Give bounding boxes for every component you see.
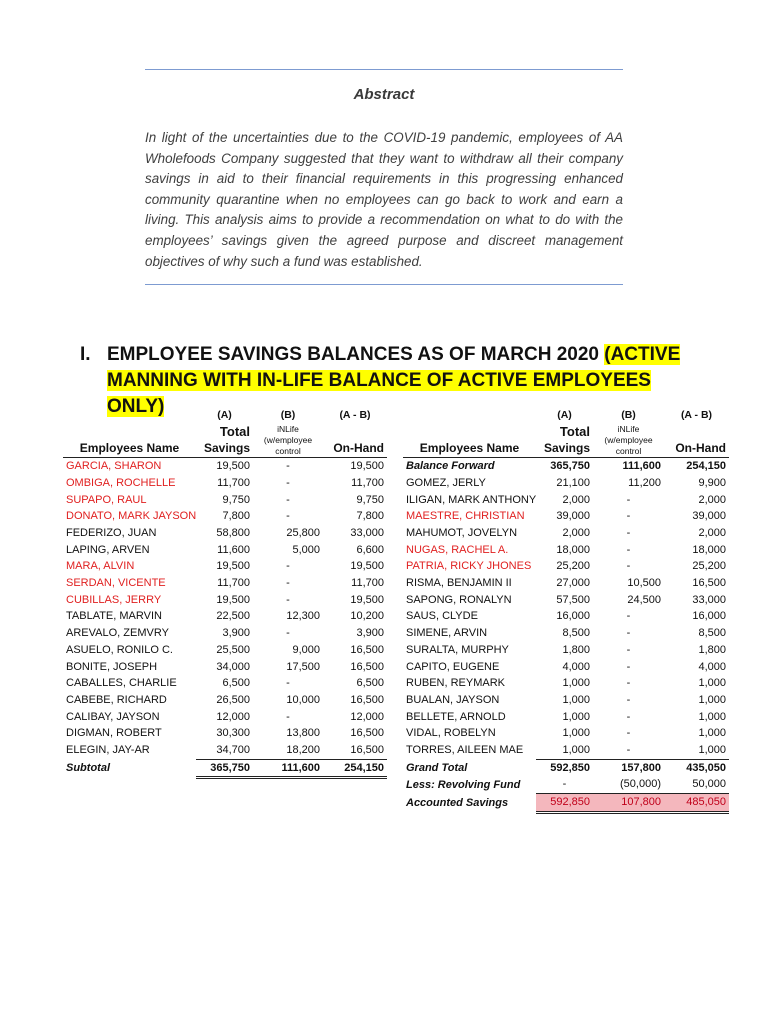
inlife-amount: - bbox=[626, 510, 631, 523]
total-savings: 1,000 bbox=[562, 744, 590, 757]
accounted-savings-total: 592,850 bbox=[536, 794, 593, 813]
balance-forward-label: Balance Forward bbox=[406, 460, 495, 473]
abstract-bottom-rule bbox=[145, 284, 623, 285]
employee-name: PATRIA, RICKY JHONES bbox=[406, 560, 532, 573]
on-hand-amount: 3,900 bbox=[356, 627, 384, 640]
on-hand-amount: 19,500 bbox=[350, 593, 384, 606]
employee-name: SAPONG, RONALYN bbox=[406, 593, 512, 606]
subtotal-row bbox=[63, 759, 387, 778]
grand-total-total: 592,850 bbox=[536, 759, 593, 776]
employee-name: CABEBE, RICHARD bbox=[66, 693, 167, 706]
inlife-amount: - bbox=[626, 744, 631, 757]
table-row bbox=[403, 709, 729, 726]
table-row bbox=[403, 608, 729, 625]
on-hand-amount: 16,500 bbox=[350, 727, 384, 740]
total-label: Total bbox=[559, 423, 590, 439]
table-row bbox=[403, 575, 729, 592]
revolving-fund-row bbox=[403, 776, 729, 793]
abstract-body: In light of the uncertainties due to the COVID-19 pandemic, employees of AA Wholefoods Company suggested that they want to withdraw all their company savings in aid to their financial requirements in this progressing enhanced community quarantine when no employees can go back to work and earn a living. This analysis aims to provide a recommendation on what to do with the employees’ savings given the agreed purpose and discreet management objectives of why such a fund was established. bbox=[145, 130, 623, 269]
revolving-fund-onhand: 50,000 bbox=[692, 778, 726, 791]
total-savings: 7,800 bbox=[222, 510, 250, 523]
on-hand-amount: 18,000 bbox=[692, 543, 726, 556]
employee-name: FEDERIZO, JUAN bbox=[66, 526, 157, 539]
employee-name: AREVALO, ZEMVRY bbox=[66, 627, 169, 640]
employees-name-header: Employees Name bbox=[403, 424, 536, 458]
inlife-amount: 11,200 bbox=[628, 476, 661, 489]
table-row bbox=[63, 725, 387, 742]
total-savings: 4,000 bbox=[562, 660, 590, 673]
employee-name: ELEGIN, JAY-AR bbox=[66, 744, 150, 757]
inlife-amount: - bbox=[286, 593, 290, 606]
on-hand-header: On-Hand bbox=[664, 424, 729, 458]
on-hand-amount: 33,000 bbox=[692, 593, 726, 606]
savings-label: Savings bbox=[543, 441, 590, 456]
table-row bbox=[403, 675, 729, 692]
employee-name: MAHUMOT, JOVELYN bbox=[406, 526, 518, 539]
total-savings: 26,500 bbox=[216, 693, 250, 706]
employee-name: SUPAPO, RAUL bbox=[66, 493, 147, 506]
employee-name: TORRES, AILEEN MAE bbox=[406, 744, 524, 757]
abstract-top-rule bbox=[145, 69, 623, 70]
table-row bbox=[403, 592, 729, 609]
on-hand-amount: 16,500 bbox=[692, 577, 726, 590]
col-a-label: (A) bbox=[217, 409, 232, 421]
total-savings: 8,500 bbox=[562, 627, 590, 640]
employees-name-header: Employees Name bbox=[63, 424, 196, 458]
inlife-amount: 13,800 bbox=[286, 727, 320, 740]
on-hand-amount: 10,200 bbox=[350, 610, 384, 623]
table-row bbox=[63, 692, 387, 709]
employee-name: ILIGAN, MARK ANTHONY bbox=[406, 493, 536, 506]
inlife-amount: - bbox=[626, 543, 631, 556]
inlife-amount: - bbox=[626, 627, 631, 640]
accounted-savings-onhand: 485,050 bbox=[664, 794, 729, 813]
inlife-amount: - bbox=[626, 693, 631, 706]
table-row bbox=[63, 608, 387, 625]
total-savings: 18,000 bbox=[556, 543, 590, 556]
on-hand-amount: 16,500 bbox=[350, 660, 384, 673]
total-savings: 2,000 bbox=[562, 526, 590, 539]
total-savings-header bbox=[196, 424, 253, 458]
table-row bbox=[403, 542, 729, 559]
on-hand-amount: 1,000 bbox=[698, 677, 726, 690]
on-hand-amount: 6,500 bbox=[356, 677, 384, 690]
inlife-amount: 12,300 bbox=[286, 610, 320, 623]
accounted-savings-label: Accounted Savings bbox=[406, 796, 509, 809]
inlife-amount: 9,000 bbox=[292, 643, 320, 656]
table-row bbox=[63, 525, 387, 542]
inlife-amount: - bbox=[626, 710, 631, 723]
table-row bbox=[403, 475, 729, 492]
on-hand-amount: 16,500 bbox=[350, 744, 384, 757]
employee-name: NUGAS, RACHEL A. bbox=[406, 543, 509, 556]
inlife-amount: 18,200 bbox=[286, 744, 320, 757]
on-hand-amount: 1,000 bbox=[698, 744, 726, 757]
table-row bbox=[63, 542, 387, 559]
inlife-amount: - bbox=[626, 727, 631, 740]
employee-name: LAPING, ARVEN bbox=[66, 543, 150, 556]
on-hand-amount: 9,750 bbox=[356, 493, 384, 506]
table-row bbox=[403, 742, 729, 759]
total-savings: 1,000 bbox=[562, 677, 590, 690]
inlife-label-3: control bbox=[615, 446, 642, 457]
on-hand-amount: 16,500 bbox=[350, 693, 384, 706]
section-number: I. bbox=[80, 344, 91, 365]
employee-name: VIDAL, ROBELYN bbox=[406, 727, 496, 740]
on-hand-amount: 2,000 bbox=[698, 526, 726, 539]
inlife-amount: - bbox=[286, 627, 290, 640]
inlife-amount: - bbox=[626, 677, 631, 690]
total-savings: 11,700 bbox=[217, 577, 250, 590]
total-savings: 9,750 bbox=[222, 493, 250, 506]
employee-name: DONATO, MARK JAYSON bbox=[66, 510, 196, 523]
table-row bbox=[63, 575, 387, 592]
total-savings: 34,700 bbox=[216, 744, 250, 757]
inlife-amount: - bbox=[626, 660, 631, 673]
inlife-amount: - bbox=[286, 510, 290, 523]
inlife-amount: 17,500 bbox=[286, 660, 320, 673]
employee-name: MAESTRE, CHRISTIAN bbox=[406, 510, 525, 523]
inlife-amount: 24,500 bbox=[627, 593, 661, 606]
table-row bbox=[63, 742, 387, 759]
employee-name: ASUELO, RONILO C. bbox=[66, 643, 173, 656]
employee-name: MARA, ALVIN bbox=[66, 560, 135, 573]
section-title: EMPLOYEE SAVINGS BALANCES AS OF MARCH 2020 bbox=[107, 344, 605, 365]
inlife-amount: - bbox=[286, 560, 290, 573]
subtotal-total: 365,750 bbox=[196, 759, 253, 778]
total-savings: 19,500 bbox=[216, 593, 250, 606]
inlife-amount: - bbox=[286, 577, 290, 590]
table-row bbox=[63, 642, 387, 659]
total-savings: 22,500 bbox=[216, 610, 250, 623]
table-row bbox=[63, 492, 387, 509]
on-hand-amount: 11,700 bbox=[351, 476, 384, 489]
on-hand-amount: 25,200 bbox=[692, 560, 726, 573]
table-row bbox=[403, 625, 729, 642]
on-hand-amount: 9,900 bbox=[698, 476, 726, 489]
employee-name: BUALAN, JAYSON bbox=[406, 693, 500, 706]
on-hand-amount: 1,800 bbox=[698, 643, 726, 656]
savings-label: Savings bbox=[203, 441, 250, 456]
total-savings: 12,000 bbox=[216, 710, 250, 723]
on-hand-amount: 6,600 bbox=[356, 543, 384, 556]
balance-forward-inlife: 111,600 bbox=[622, 460, 661, 473]
total-savings: 19,500 bbox=[216, 560, 250, 573]
on-hand-amount: 39,000 bbox=[692, 510, 726, 523]
revolving-fund-label: Less: Revolving Fund bbox=[406, 778, 521, 791]
on-hand-amount: 16,500 bbox=[350, 643, 384, 656]
inlife-amount: - bbox=[626, 643, 631, 656]
employee-name: RUBEN, REYMARK bbox=[406, 677, 506, 690]
inlife-amount: - bbox=[626, 560, 631, 573]
employee-name: BONITE, JOSEPH bbox=[66, 660, 158, 673]
inlife-amount: - bbox=[626, 610, 631, 623]
total-savings: 25,500 bbox=[216, 643, 250, 656]
col-a-label: (A) bbox=[557, 409, 572, 421]
table-row bbox=[63, 558, 387, 575]
employee-name: TABLATE, MARVIN bbox=[66, 610, 162, 623]
accounted-savings-inlife: 107,800 bbox=[593, 794, 664, 813]
table-row bbox=[403, 659, 729, 676]
total-savings: 19,500 bbox=[216, 460, 250, 473]
inlife-amount: - bbox=[286, 476, 290, 489]
on-hand-amount: 19,500 bbox=[350, 460, 384, 473]
header-empty bbox=[403, 407, 536, 424]
table-row bbox=[63, 458, 387, 475]
employee-name: OMBIGA, ROCHELLE bbox=[66, 476, 176, 489]
total-savings: 1,000 bbox=[562, 727, 590, 740]
total-savings: 6,500 bbox=[222, 677, 250, 690]
revolving-fund-inlife: (50,000) bbox=[620, 778, 661, 791]
inlife-amount: - bbox=[286, 710, 290, 723]
on-hand-amount: 33,000 bbox=[350, 526, 384, 539]
inlife-amount: 10,500 bbox=[627, 577, 661, 590]
total-savings: 2,000 bbox=[562, 493, 590, 506]
on-hand-amount: 2,000 bbox=[698, 493, 726, 506]
on-hand-amount: 1,000 bbox=[698, 727, 726, 740]
abstract-title: Abstract bbox=[353, 86, 415, 103]
accounted-savings-row bbox=[403, 794, 729, 813]
on-hand-amount: 7,800 bbox=[356, 510, 384, 523]
employee-name: CUBILLAS, JERRY bbox=[66, 593, 162, 606]
inlife-label-2: (w/employee bbox=[604, 435, 653, 446]
balance-forward-total: 365,750 bbox=[550, 460, 590, 473]
on-hand-amount: 8,500 bbox=[698, 627, 726, 640]
section-title-highlight-1: (ACTIVE bbox=[604, 344, 681, 365]
total-savings: 27,000 bbox=[556, 577, 590, 590]
inlife-header bbox=[593, 424, 664, 458]
on-hand-amount: 1,000 bbox=[698, 710, 726, 723]
on-hand-amount: 16,000 bbox=[692, 610, 726, 623]
table-row bbox=[63, 625, 387, 642]
on-hand-amount: 19,500 bbox=[350, 560, 384, 573]
left-savings-table bbox=[63, 407, 387, 779]
employee-name: CALIBAY, JAYSON bbox=[66, 710, 160, 723]
total-savings: 3,900 bbox=[222, 627, 250, 640]
employee-name: DIGMAN, ROBERT bbox=[66, 727, 162, 740]
grand-total-onhand: 435,050 bbox=[664, 759, 729, 776]
total-savings: 21,100 bbox=[556, 476, 590, 489]
employee-name: SIMENE, ARVIN bbox=[406, 627, 488, 640]
total-savings: 11,700 bbox=[217, 476, 250, 489]
on-hand-amount: 1,000 bbox=[698, 693, 726, 706]
total-savings: 58,800 bbox=[216, 526, 250, 539]
inlife-amount: - bbox=[626, 493, 631, 506]
inlife-amount: 10,000 bbox=[286, 693, 320, 706]
grand-total-inlife: 157,800 bbox=[593, 759, 664, 776]
total-savings: 57,500 bbox=[556, 593, 590, 606]
employee-name: SURALTA, MURPHY bbox=[406, 643, 509, 656]
inlife-label-1: iNLife bbox=[617, 424, 640, 435]
inlife-amount: - bbox=[286, 460, 290, 473]
total-savings-header bbox=[536, 424, 593, 458]
right-savings-table bbox=[403, 407, 729, 814]
table-row bbox=[63, 659, 387, 676]
employee-name: CABALLES, CHARLIE bbox=[66, 677, 177, 690]
on-hand-amount: 12,000 bbox=[350, 710, 384, 723]
balance-forward-row bbox=[403, 458, 729, 475]
total-savings: 34,000 bbox=[216, 660, 250, 673]
table-row bbox=[403, 508, 729, 525]
table-row bbox=[403, 558, 729, 575]
employee-name: RISMA, BENJAMIN II bbox=[406, 577, 512, 590]
grand-total-row bbox=[403, 759, 729, 776]
col-b-label: (B) bbox=[280, 409, 296, 421]
table-row bbox=[403, 642, 729, 659]
grand-total-label: Grand Total bbox=[406, 761, 468, 774]
employee-name: GOMEZ, JERLY bbox=[406, 476, 486, 489]
employee-name: CAPITO, EUGENE bbox=[406, 660, 500, 673]
subtotal-inlife: 111,600 bbox=[253, 759, 323, 778]
table-row bbox=[63, 508, 387, 525]
total-savings: 1,000 bbox=[562, 710, 590, 723]
section-title-highlight-2: MANNING WITH IN-LIFE BALANCE OF ACTIVE EMPLOYEES ONLY) bbox=[107, 370, 651, 417]
inlife-label-3: control bbox=[275, 446, 301, 457]
header-empty bbox=[63, 407, 196, 424]
total-savings: 11,600 bbox=[217, 543, 250, 556]
inlife-amount: - bbox=[286, 677, 290, 690]
inlife-label-2: (w/employee bbox=[263, 435, 313, 446]
subtotal-label: Subtotal bbox=[66, 762, 110, 775]
inlife-header bbox=[253, 424, 323, 458]
col-ab-label: (A - B) bbox=[339, 409, 371, 421]
total-label: Total bbox=[219, 423, 250, 439]
inlife-amount: - bbox=[286, 493, 290, 506]
inlife-amount: 5,000 bbox=[292, 543, 320, 556]
total-savings: 39,000 bbox=[556, 510, 590, 523]
table-row bbox=[403, 525, 729, 542]
employee-name: SAUS, CLYDE bbox=[406, 610, 478, 623]
table-row bbox=[63, 675, 387, 692]
total-savings: 1,000 bbox=[562, 693, 590, 706]
table-row bbox=[63, 592, 387, 609]
subtotal-onhand: 254,150 bbox=[323, 759, 387, 778]
col-b-label: (B) bbox=[621, 409, 636, 421]
revolving-fund-total: - bbox=[562, 778, 567, 791]
table-row bbox=[403, 725, 729, 742]
balance-forward-onhand: 254,150 bbox=[686, 460, 726, 473]
inlife-amount: - bbox=[626, 526, 631, 539]
on-hand-amount: 4,000 bbox=[698, 660, 726, 673]
on-hand-amount: 11,700 bbox=[351, 577, 384, 590]
table-row bbox=[403, 692, 729, 709]
inlife-label-1: iNLife bbox=[277, 424, 299, 435]
col-ab-label: (A - B) bbox=[680, 409, 713, 421]
employee-name: GARCIA, SHARON bbox=[66, 460, 162, 473]
employee-name: SERDAN, VICENTE bbox=[66, 577, 166, 590]
total-savings: 1,800 bbox=[562, 643, 590, 656]
total-savings: 25,200 bbox=[556, 560, 590, 573]
inlife-amount: 25,800 bbox=[286, 526, 320, 539]
total-savings: 30,300 bbox=[216, 727, 250, 740]
table-row bbox=[403, 492, 729, 509]
on-hand-header: On-Hand bbox=[323, 424, 387, 458]
total-savings: 16,000 bbox=[556, 610, 590, 623]
table-row bbox=[63, 475, 387, 492]
table-row bbox=[63, 709, 387, 726]
employee-name: BELLETE, ARNOLD bbox=[406, 710, 506, 723]
